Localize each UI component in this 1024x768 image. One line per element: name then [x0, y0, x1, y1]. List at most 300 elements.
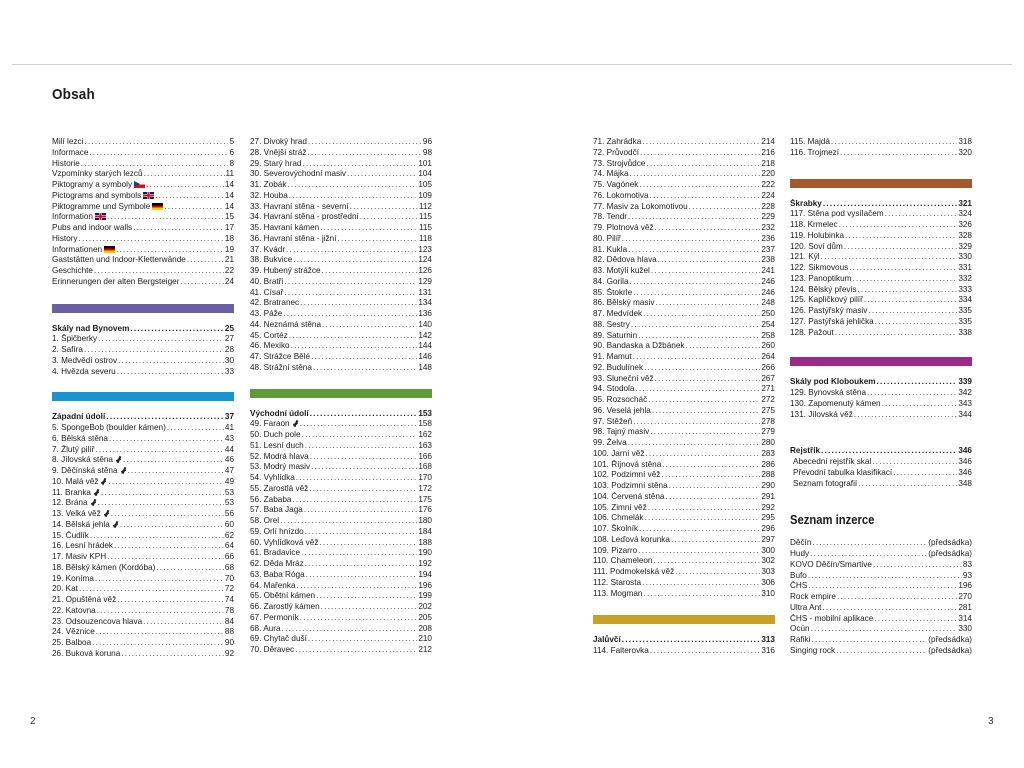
toc-entry [790, 624, 972, 635]
toc-entry [593, 309, 775, 320]
toc-zapadni-continued [250, 137, 432, 374]
dot-leader [822, 603, 957, 614]
toc-entry-title [790, 581, 807, 592]
toc-entry-text: Západní údolí [52, 412, 106, 422]
toc-page-number: 53 [224, 487, 234, 497]
toc-entry-title [52, 445, 94, 456]
toc-entry-text: 120. Soví dům [790, 241, 843, 251]
dot-leader [309, 484, 417, 495]
toc-entry [593, 255, 775, 266]
dot-leader [630, 277, 761, 288]
dot-leader [305, 527, 418, 538]
toc-entry [52, 552, 234, 563]
toc-entry-text: 31. Zobák [250, 180, 287, 189]
toc-entry-text: Piktogramme und Symbole [52, 201, 151, 211]
toc-entry-title [790, 624, 810, 635]
toc-entry [593, 148, 775, 159]
toc-inzerce-list [790, 538, 972, 656]
toc-entry-text: 38. Bukvice [250, 255, 293, 265]
toc-vychodni-continued [593, 137, 775, 599]
toc-entry-text: Bufo [790, 570, 807, 580]
dot-leader [302, 430, 418, 441]
toc-page-number: 175 [418, 494, 432, 504]
toc-entry-title [250, 441, 304, 452]
toc-page-number: 28 [224, 345, 234, 354]
toc-page-number: 124 [418, 255, 432, 265]
toc-entry [790, 295, 972, 306]
toc-entry [593, 578, 775, 589]
toc-entry-title [250, 591, 315, 602]
toc-entry [593, 646, 775, 657]
toc-rejstrik [790, 446, 972, 489]
toc-entry [790, 581, 972, 592]
dot-leader [622, 234, 761, 245]
toc-entry [593, 288, 775, 299]
toc-page-number: 192 [418, 559, 432, 568]
toc-entry-text: 124. Bělský převis [790, 284, 857, 294]
dot-leader [322, 266, 418, 277]
dot-leader [630, 169, 761, 180]
toc-entry-text: 95. Rozsocháč [593, 395, 648, 404]
dot-leader [297, 581, 418, 592]
toc-entry [250, 191, 432, 202]
toc-entry-text: 33. Havraní stěna - severní [250, 201, 349, 211]
toc-entry-text: 111. Podmokelská věž [593, 567, 675, 576]
toc-entry [790, 252, 972, 263]
toc-page-number: 84 [224, 616, 234, 626]
toc-entry-text: 67. Permoník [250, 612, 299, 622]
toc-entry-text: 110. Chameleon [593, 556, 653, 566]
toc-page-number: 163 [418, 440, 432, 450]
toc-entry-title [593, 352, 632, 363]
toc-page-number: 170 [418, 473, 432, 482]
toc-entry-text: Skály nad Bynovem [52, 323, 130, 333]
toc-entry-title [790, 410, 853, 421]
dot-leader [289, 191, 418, 202]
toc-entry-text: 82. Dědova hlava [593, 255, 657, 265]
toc-entry [790, 468, 972, 479]
dot-leader [662, 460, 760, 471]
toc-page-number: 5 [229, 137, 234, 146]
toc-entry-title [790, 285, 856, 296]
toc-entry [790, 285, 972, 296]
toc-page-number: 112 [418, 201, 432, 211]
toc-entry-title [250, 559, 304, 570]
toc-entry-text: 45. Cortéz [250, 330, 288, 340]
toc-entry [250, 505, 432, 516]
toc-entry-text: 130. Zapomenutý kámen [790, 398, 881, 408]
toc-page-number: 279 [761, 427, 775, 437]
toc-entry [250, 462, 432, 473]
toc-entry-text: 10. Malá věž [52, 476, 99, 486]
toc-entry [250, 255, 432, 266]
toc-entry [52, 477, 234, 488]
toc-entry [250, 441, 432, 452]
toc-entry [250, 331, 432, 342]
toc-entry-text: 98. Tajný masiv [593, 427, 650, 437]
toc-entry [790, 560, 972, 571]
toc-entry-title [593, 298, 654, 309]
toc-entry [790, 306, 972, 317]
toc-page-number: 224 [761, 190, 775, 200]
toc-entry [593, 212, 775, 223]
dot-leader [836, 646, 927, 657]
toc-page-number: 96 [422, 137, 432, 146]
toc-page-number: 281 [958, 602, 972, 612]
toc-entry-text: 22. Katovna [52, 605, 96, 615]
toc-entry-text: Východní údolí [250, 408, 309, 418]
toc-page-number: 27 [224, 334, 234, 344]
toc-entry [250, 320, 432, 331]
toc-section-heading [593, 635, 775, 646]
toc-entry [52, 266, 234, 277]
toc-section-vychodni-udoli [250, 409, 432, 656]
section-bar-zapadni-udoli [52, 392, 234, 401]
toc-entry-title [250, 452, 309, 463]
toc-entry-text: Rock empire [790, 592, 836, 601]
toc-entry-title [52, 531, 89, 542]
toc-entry-title [593, 395, 647, 406]
toc-entry-title [52, 466, 127, 477]
toc-entry-text: 115. Majdá [790, 137, 830, 146]
toc-entry [790, 410, 972, 421]
toc-entry [52, 159, 234, 170]
dot-leader [875, 317, 958, 328]
section-bar-skaly-nad-bynovem [52, 304, 234, 313]
toc-entry-text: Rafiki [790, 635, 811, 644]
toc-entry-title [790, 209, 884, 220]
toc-entry-text: 46. Mexiko [250, 341, 290, 351]
toc-entry [52, 617, 234, 628]
toc-entry-text: Information [52, 212, 93, 222]
toc-entry [593, 277, 775, 288]
dot-leader [808, 581, 957, 592]
dot-leader [689, 202, 761, 213]
dot-leader [812, 538, 927, 549]
dot-leader [308, 137, 422, 148]
toc-page-number: 333 [958, 284, 972, 294]
toc-entry [52, 498, 234, 509]
toc-entry-title [250, 320, 321, 331]
toc-entry-title [250, 180, 286, 191]
de-flag-icon [104, 246, 115, 253]
toc-page-number: 98 [422, 147, 432, 157]
dot-leader [117, 595, 224, 606]
toc-entry [593, 513, 775, 524]
toc-page-number: 331 [958, 263, 972, 272]
dot-leader [108, 477, 223, 488]
dot-leader [98, 498, 224, 509]
dot-leader [650, 646, 761, 657]
toc-page-number: 302 [761, 556, 775, 566]
toc-entry [593, 438, 775, 449]
dot-leader [133, 223, 224, 234]
dot-leader [337, 234, 417, 245]
toc-entry-title [250, 277, 283, 288]
toc-page-number: 264 [761, 352, 775, 361]
dot-leader [292, 495, 417, 506]
dot-leader [282, 624, 418, 635]
toc-entry-title [250, 352, 310, 363]
en-flag-icon [143, 192, 154, 199]
toc-entry [250, 570, 432, 581]
toc-entry-text: 16. Lesní hrádek [52, 541, 113, 551]
toc-page-number: 153 [418, 408, 432, 418]
toc-entry-text: Škrabky [790, 198, 822, 208]
toc-page-number: 146 [418, 352, 432, 361]
toc-page-number: 131 [418, 287, 432, 297]
toc-entry-text: 50. Duch pole [250, 430, 301, 439]
dot-leader [857, 285, 957, 296]
toc-entry [52, 234, 234, 245]
toc-entry [593, 331, 775, 342]
toc-entry [250, 169, 432, 180]
toc-page-number: 30 [224, 355, 234, 365]
toc-page-number: 218 [761, 158, 775, 168]
dot-leader [844, 242, 958, 253]
toc-entry-text: 94. Stodola [593, 384, 635, 394]
dot-leader [283, 309, 417, 320]
dot-leader [90, 531, 224, 542]
toc-entry-title [52, 477, 107, 488]
toc-entry-title [790, 399, 881, 410]
toc-entry [250, 202, 432, 213]
toc-entry [250, 341, 432, 352]
dot-leader [295, 645, 417, 656]
dot-leader [301, 548, 417, 559]
toc-entry-title [52, 234, 77, 245]
toc-entry-text: 81. Kukla [593, 244, 628, 254]
toc-entry-text: KOVO Děčín/Smartive [790, 559, 872, 569]
dot-leader [94, 266, 224, 277]
toc-entry [52, 627, 234, 638]
toc-entry [790, 148, 972, 159]
toc-entry-title [250, 169, 346, 180]
toc-page-number: 260 [761, 341, 775, 351]
toc-entry [790, 603, 972, 614]
toc-entry-title [790, 295, 863, 306]
toc-page-number: 313 [761, 635, 775, 645]
toc-page-number: 101 [418, 158, 432, 168]
toc-entry-text: 61. Bradavice [250, 548, 301, 558]
toc-entry-text: Erinnerungen der alten Bergsteiger [52, 276, 180, 286]
toc-entry [593, 191, 775, 202]
dot-leader [280, 516, 417, 527]
toc-entry-text: 123. Panoptikum [790, 273, 852, 283]
toc-entry-title [593, 513, 644, 524]
dot-leader [114, 541, 224, 552]
toc-page-number: 172 [418, 483, 432, 493]
toc-entry-title [52, 595, 116, 606]
toc-entry [52, 137, 234, 148]
dot-leader [156, 563, 224, 574]
toc-entry-title [593, 212, 627, 223]
toc-entry-title [790, 479, 857, 490]
toc-entry [250, 309, 432, 320]
toc-entry-text: 19. Koníma [52, 573, 94, 583]
toc-entry-text: Singing rock [790, 645, 836, 655]
toc-entry-title [52, 606, 96, 617]
toc-page-number: 329 [958, 241, 972, 251]
toc-entry-title [250, 634, 307, 645]
toc-entry [790, 137, 972, 148]
toc-entry-title [790, 220, 838, 231]
toc-entry-text: 63. Baba Róga [250, 569, 305, 579]
dot-leader [655, 298, 760, 309]
toc-entry [593, 320, 775, 331]
toc-entry-title [790, 317, 874, 328]
toc-page-number: 70 [224, 573, 234, 583]
toc-page-number: 105 [418, 180, 432, 189]
toc-page-number: 142 [418, 330, 432, 340]
toc-entry [250, 495, 432, 506]
toc-entry-text: 89. Saturnin [593, 330, 638, 340]
toc-entry-title [790, 263, 848, 274]
toc-entry [52, 649, 234, 660]
toc-column-3 [593, 137, 775, 657]
toc-entry [593, 234, 775, 245]
dot-leader [293, 255, 417, 266]
toc-page-number: 342 [958, 388, 972, 397]
toc-section-skrabky [790, 199, 972, 339]
dot-leader [311, 352, 417, 363]
toc-entry [593, 503, 775, 514]
toc-entry-title [593, 646, 649, 657]
toc-entry [52, 638, 234, 649]
toc-entry [250, 430, 432, 441]
dot-leader [669, 481, 761, 492]
toc-page-number: 56 [224, 509, 234, 518]
toc-entry-title [250, 495, 291, 506]
toc-entry [250, 419, 432, 430]
toc-section-skaly-pod-kloboukem [790, 377, 972, 420]
toc-entry-text: 25. Balboa [52, 638, 92, 647]
toc-entry [250, 266, 432, 277]
toc-entry-title [250, 137, 307, 148]
dot-leader [296, 473, 418, 484]
dot-leader [286, 245, 417, 256]
dot-leader [631, 320, 760, 331]
dot-leader [78, 234, 223, 245]
toc-entry-title [250, 505, 303, 516]
toc-entry-title [250, 419, 299, 430]
toc-entry [52, 202, 234, 213]
toc-entry-title [250, 527, 304, 538]
toc-entry-title [250, 538, 318, 549]
toc-entry-text: 87. Medvídek [593, 309, 643, 318]
inzerce-heading: Seznam inzerce [790, 513, 875, 528]
toc-entry-text: 80. Pilíř [593, 233, 621, 243]
toc-entry-text: 112. Starosta [593, 577, 642, 587]
toc-page-number: 246 [761, 276, 775, 286]
toc-entry [790, 220, 972, 231]
toc-entry-title [52, 245, 115, 256]
toc-entry-text: Piktogramy a symboly [52, 180, 133, 189]
page-number-left: 2 [30, 716, 36, 727]
toc-entry [250, 159, 432, 170]
dot-leader [675, 567, 760, 578]
dot-leader [643, 309, 760, 320]
toc-entry [250, 234, 432, 245]
dot-leader [867, 388, 957, 399]
toc-page-number: 241 [761, 266, 775, 275]
toc-section-heading [52, 324, 234, 335]
toc-entry-title [790, 635, 810, 646]
toc-entry-text: 99. Želva [593, 438, 627, 447]
toc-entry-text: 60. Vyhlídková věž [250, 537, 319, 547]
toc-entry-text: 70. Děravec [250, 645, 295, 654]
toc-entry [52, 169, 234, 180]
toc-entry-title [52, 434, 108, 445]
toc-page-number: 214 [761, 137, 775, 146]
toc-entry-title [593, 567, 674, 578]
climber-icon [91, 499, 97, 506]
toc-entry [250, 473, 432, 484]
toc-entry-title [593, 406, 651, 417]
toc-page-number: 136 [418, 309, 432, 318]
toc-entry-title [790, 252, 820, 263]
dot-leader [167, 423, 224, 434]
toc-entry-title [593, 137, 641, 148]
toc-entry-text: 83. Motýlí kužel [593, 266, 650, 275]
dot-leader [144, 169, 225, 180]
toc-entry-text: 109. Pizarro [593, 545, 638, 555]
dot-leader [852, 274, 957, 285]
toc-entry-text: Informationen [52, 244, 103, 254]
toc-entry [52, 455, 234, 466]
toc-page-number: 115 [418, 212, 432, 222]
toc-entry-title [52, 423, 166, 434]
toc-entry-text: 75. Vagónek [593, 180, 639, 189]
toc-entry [250, 516, 432, 527]
dot-leader [81, 159, 229, 170]
toc-entry [52, 595, 234, 606]
toc-entry [52, 488, 234, 499]
toc-entry [790, 263, 972, 274]
toc-entry-text: Skály pod Kloboukem [790, 377, 876, 387]
toc-entry-text: 131. Jílovská věž [790, 409, 853, 419]
dot-leader [164, 202, 224, 213]
toc-entry [593, 524, 775, 535]
toc-entry [52, 509, 234, 520]
dot-leader [304, 505, 418, 516]
toc-entry [790, 399, 972, 410]
toc-page-number: 41 [224, 423, 234, 432]
toc-entry-title [790, 571, 807, 582]
toc-entry-title [250, 309, 282, 320]
dot-leader [837, 592, 957, 603]
toc-entry-text: 105. Zimní věž [593, 502, 647, 512]
toc-page-number: 47 [224, 466, 234, 475]
toc-page-number: 184 [418, 526, 432, 536]
toc-section-zapadni-udoli [52, 412, 234, 659]
dot-leader [146, 180, 224, 191]
toc-entry-text: Převodní tabulka klasifikací [793, 467, 893, 477]
toc-entry-text: 36. Havraní stěna - jižní [250, 233, 337, 243]
dot-leader [180, 277, 223, 288]
dot-leader [644, 363, 760, 374]
toc-page-number: 278 [761, 416, 775, 426]
toc-entry [593, 481, 775, 492]
toc-entry-title [790, 603, 821, 614]
toc-entry-text: 125. Kapličkový pilíř [790, 295, 863, 305]
dot-leader [109, 434, 224, 445]
toc-entry [52, 574, 234, 585]
dot-leader [635, 384, 760, 395]
toc-entry-title [52, 367, 116, 378]
toc-page-number: (předsádka) [928, 635, 972, 644]
toc-page-number: 180 [418, 516, 432, 525]
